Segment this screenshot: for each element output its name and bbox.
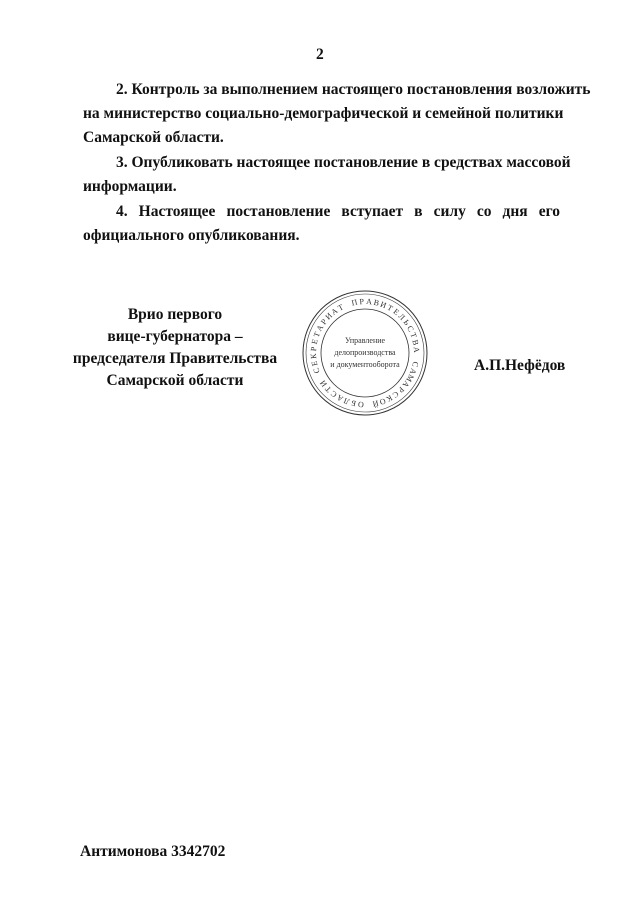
stamp-ring-letter: А bbox=[407, 367, 419, 376]
stamp-ring-letter: И bbox=[323, 311, 335, 322]
stamp-ring-letter: А bbox=[314, 323, 326, 333]
stamp-ring-letter: Е bbox=[309, 338, 320, 346]
stamp-ring-letter: Р bbox=[308, 346, 319, 352]
stamp-ring-letter: Т bbox=[385, 302, 395, 314]
page-number: 2 bbox=[316, 46, 324, 63]
stamp-ring-letter: Т bbox=[323, 384, 334, 395]
stamp-ring-letter: Л bbox=[396, 311, 407, 322]
position-line: Врио первого bbox=[127, 306, 223, 323]
stamp-ring-letter: К bbox=[384, 393, 394, 404]
stamp-ring-letter: Т bbox=[336, 302, 345, 313]
paragraph-2-line-2: на министерство социально-демографической и семейной политики bbox=[83, 105, 564, 122]
footer-contact: Антимонова 3342702 bbox=[80, 843, 226, 860]
stamp-ring-letter: Б bbox=[350, 398, 357, 409]
paragraph-4-line-2: официального опубликования. bbox=[83, 227, 300, 244]
position-line: вице-губернатора – bbox=[107, 328, 243, 345]
stamp-ring-letter: И bbox=[379, 299, 388, 311]
paragraph-3-line-2: информации. bbox=[83, 178, 177, 195]
stamp-ring-letter: О bbox=[378, 396, 387, 407]
stamp-ring-letter: И bbox=[318, 378, 329, 389]
signature-position bbox=[60, 304, 290, 392]
paragraph-3-line-1: 3. Опубликовать настоящее постановление в средствах массовой bbox=[116, 154, 571, 171]
stamp-center-line: и документооборота bbox=[330, 360, 400, 369]
stamp-ring-letter: С bbox=[311, 366, 322, 375]
stamp-ring-letter: В bbox=[372, 297, 380, 308]
paragraph-2-line-1: 2. Контроль за выполнением настоящего постановления возложить bbox=[116, 81, 591, 98]
stamp-ring-letter: В bbox=[410, 338, 421, 346]
stamp-ring-letter: Е bbox=[309, 360, 320, 367]
position-line: Самарской области bbox=[106, 372, 244, 389]
stamp-ring-letter: М bbox=[404, 372, 416, 384]
stamp-ring-letter: О bbox=[357, 399, 365, 410]
stamp-ring-letter: Й bbox=[371, 398, 380, 409]
stamp-ring-letter: Ь bbox=[401, 317, 412, 327]
stamp-ring-letter: А bbox=[400, 379, 412, 390]
paragraph-4-line-1: 4. Настоящее постановление вступает в силу со дня его bbox=[116, 203, 560, 220]
stamp-center-line: Управление bbox=[344, 336, 386, 345]
official-stamp bbox=[300, 288, 430, 418]
stamp-ring-letter: А bbox=[329, 306, 340, 317]
stamp-ring-letter: Т bbox=[311, 330, 322, 339]
signatory-name: А.П.Нефёдов bbox=[474, 357, 566, 374]
position-line: председателя Правительства bbox=[72, 350, 278, 367]
stamp-ring-letter: Т bbox=[408, 331, 419, 340]
stamp-ring-letter: С bbox=[405, 324, 416, 334]
stamp-ring-letter: Е bbox=[391, 306, 401, 318]
stamp-ring-letter: С bbox=[410, 360, 421, 368]
stamp-ring-letter: С bbox=[328, 388, 339, 400]
stamp-ring-letter: А bbox=[335, 392, 345, 404]
stamp-ring-letter: П bbox=[350, 297, 359, 308]
stamp-ring-letter: К bbox=[308, 353, 319, 360]
stamp-ring-letter: Р bbox=[319, 317, 329, 327]
stamp-ring-letter: А bbox=[365, 296, 373, 307]
stamp-ring-letter: А bbox=[411, 346, 422, 353]
stamp-ring-letter: Р bbox=[396, 384, 406, 395]
stamp-center-line: делопроизводства bbox=[334, 348, 396, 357]
stamp-ring-letter: Р bbox=[359, 296, 365, 307]
stamp-ring-letter: Л bbox=[342, 395, 351, 407]
stamp-ring-letter: С bbox=[390, 389, 401, 400]
paragraph-2-line-3: Самарской области. bbox=[83, 129, 224, 146]
